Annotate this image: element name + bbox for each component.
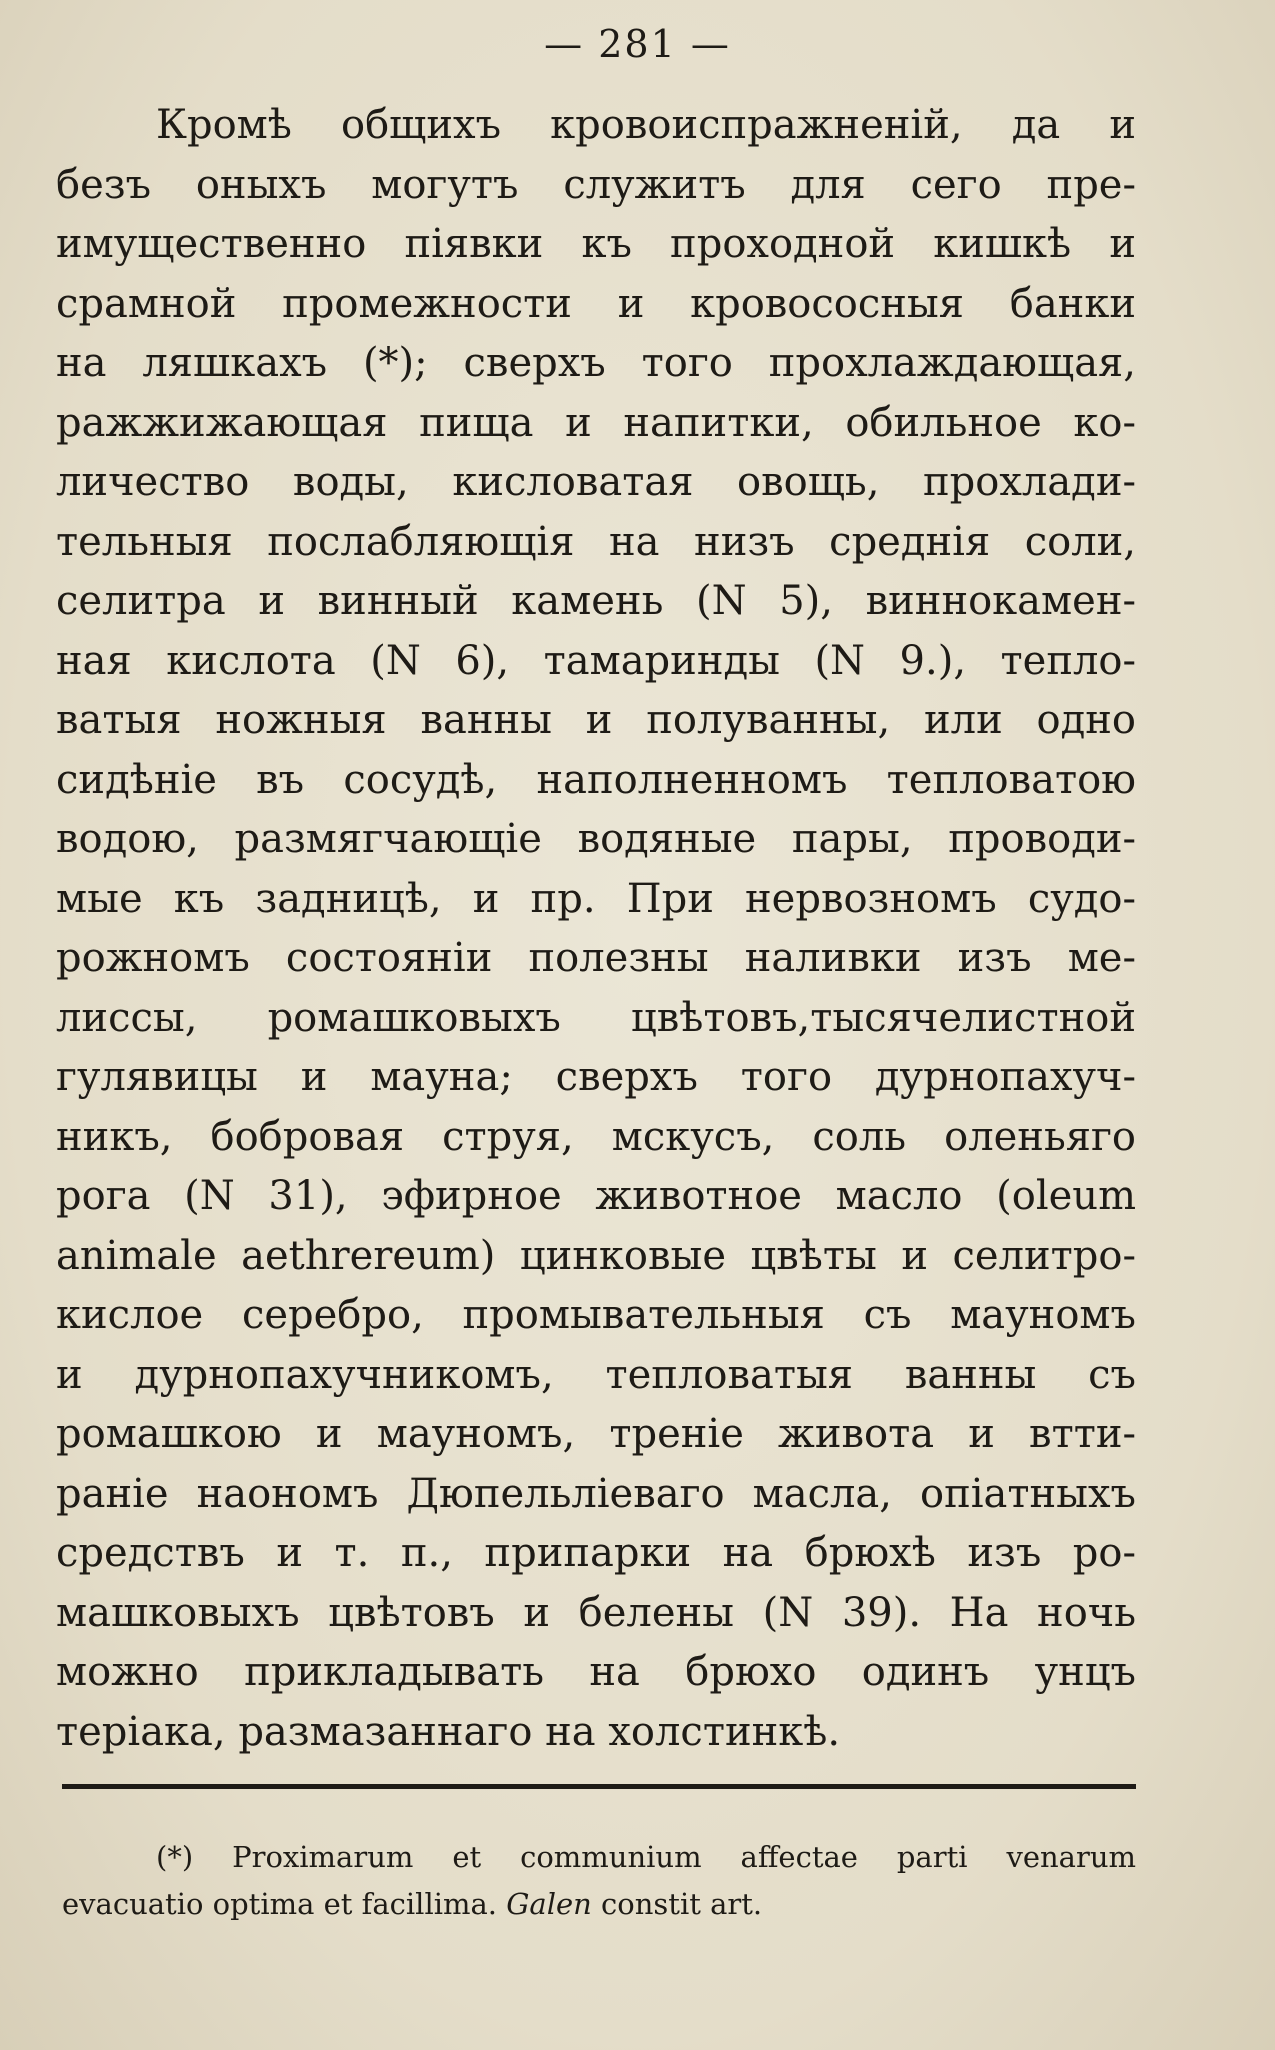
text-line: ражжижающая пища и напитки, обильное ко- <box>56 399 1136 446</box>
text-line: рожномъ состояніи полезны наливки изъ ме- <box>56 935 1136 981</box>
text-line: гулявицы и мауна; сверхъ того дурнопахуч- <box>56 1054 1136 1100</box>
page-number: — 281 — <box>544 22 731 66</box>
text-line: ная кислота (N 6), тамаринды (N 9.), тепло- <box>56 637 1136 684</box>
text-line: Кромѣ общихъ кровоиспражненій, да и <box>156 102 1136 148</box>
main-text <box>56 96 1136 1762</box>
text-line: можно прикладывать на брюхо одинъ унцъ <box>56 1649 1136 1695</box>
footnote <box>62 1834 1136 1928</box>
text-line: ромашкою и мауномъ, треніе живота и втти- <box>56 1411 1136 1457</box>
text-line: лиссы, ромашковыхъ цвѣтовъ,тысячелистной <box>56 994 1136 1041</box>
text-line: мые къ задницѣ, и пр. При нервозномъ судо- <box>56 875 1136 922</box>
footnote-author: Galen <box>506 1887 592 1921</box>
text-line: никъ, бобровая струя, мскусъ, соль оленьяго <box>56 1113 1136 1160</box>
footnote-line <box>62 1834 1136 1881</box>
text-line: срамной промежности и кровососныя банки <box>56 280 1136 327</box>
text-line: кислое серебро, промывательныя съ мауномъ <box>56 1292 1136 1338</box>
text-line: имущественно піявки къ проходной кишкѣ и <box>56 221 1136 267</box>
text-line: теріака, размазаннаго на холстинкѣ. <box>56 1708 841 1755</box>
text-line: селитра и винный камень (N 5), виннокамен- <box>56 578 1136 624</box>
text-line: сидѣніе въ сосудѣ, наполненномъ тепловатою <box>56 756 1136 803</box>
text-line: раніе наономъ Дюпельліеваго масла, опіатныхъ <box>56 1470 1136 1517</box>
footnote-text: evacuatio optima et facillima. <box>62 1887 498 1921</box>
footnote-line <box>62 1881 1136 1928</box>
text-line: на ляшкахъ (*); сверхъ того прохлаждающая, <box>56 340 1136 386</box>
footnote-text: Proximarum et communium affectae parti venarum <box>232 1840 1137 1874</box>
footnote-separator <box>62 1784 1136 1789</box>
text-line: средствъ и т. п., припарки на брюхѣ изъ ро- <box>56 1530 1136 1576</box>
text-line: личество воды, кисловатая овощь, прохлади- <box>56 459 1136 505</box>
text-line: animale aethrereum) цинковые цвѣты и селитро- <box>56 1232 1136 1279</box>
text-line: безъ оныхъ могутъ служитъ для сего пре- <box>56 161 1136 208</box>
text-line: и дурнопахучникомъ, тепловатыя ванны съ <box>56 1351 1136 1398</box>
text-line: рога (N 31), эфирное животное масло (oleum <box>56 1173 1136 1219</box>
text-line: машковыхъ цвѣтовъ и белены (N 39). На ночь <box>56 1589 1136 1636</box>
text-line: водою, размягчающіе водяные пары, проводи- <box>56 816 1136 862</box>
text-line: ватыя ножныя ванны и полуванны, или одно <box>56 697 1136 743</box>
text-line: тельныя послабляющія на низъ среднія соли, <box>56 518 1136 565</box>
footnote-text: constit art. <box>601 1887 763 1921</box>
footnote-mark: (*) <box>156 1840 194 1874</box>
